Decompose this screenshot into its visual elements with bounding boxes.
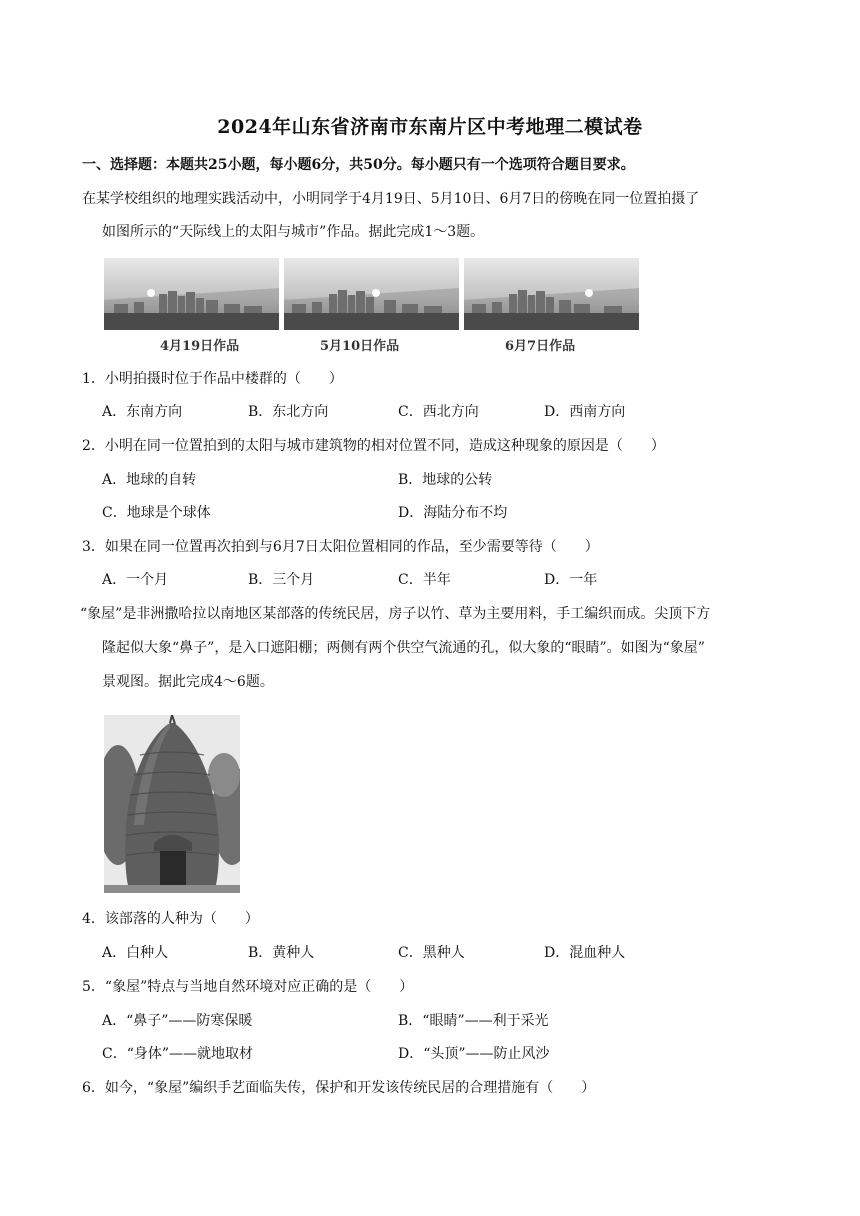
q1-option-c[interactable]: C．西北方向 bbox=[398, 404, 479, 420]
question-1-stem: 1．小明拍摄时位于作品中楼群的（ ） bbox=[82, 371, 343, 387]
exam-title: 2024年山东省济南市东南片区中考地理二模试卷 bbox=[217, 116, 643, 138]
q2-option-d[interactable]: D．海陆分布不均 bbox=[398, 505, 508, 521]
q1-option-a[interactable]: A．东南方向 bbox=[102, 404, 183, 420]
q3-option-c[interactable]: C．半年 bbox=[398, 572, 451, 588]
question-6-stem: 6．如今，“象屋”编织手艺面临失传，保护和开发该传统民居的合理措施有（ ） bbox=[82, 1080, 596, 1096]
q2-option-b[interactable]: B．地球的公转 bbox=[398, 472, 493, 488]
skyline-photo-june bbox=[464, 258, 639, 330]
q5-option-a[interactable]: A．“鼻子”——防寒保暖 bbox=[102, 1013, 253, 1029]
q4-option-b[interactable]: B．黄种人 bbox=[248, 945, 315, 961]
q1-option-b[interactable]: B．东北方向 bbox=[248, 404, 329, 420]
intro1-line1: 在某学校组织的地理实践活动中，小明同学于4月19日、5月10日、6月7日的傍晚在同一位置拍摄了 bbox=[82, 191, 700, 207]
question-2-stem: 2．小明在同一位置拍到的太阳与城市建筑物的相对位置不同，造成这种现象的原因是（ ） bbox=[82, 438, 665, 454]
photo-caption-april: 4月19日作品 bbox=[160, 339, 240, 354]
intro2-line1: “象屋”是非洲撒哈拉以南地区某部落的传统民居，房子以竹、草为主要用料，手工编织而成。尖顶下方 bbox=[80, 606, 711, 622]
question-5-stem: 5．“象屋”特点与当地自然环境对应正确的是（ ） bbox=[82, 979, 414, 995]
question-3-stem: 3．如果在同一位置再次拍到与6月7日太阳位置相同的作品，至少需要等待（ ） bbox=[82, 539, 599, 555]
skyline-image bbox=[464, 258, 639, 330]
q5-option-d[interactable]: D．“头顶”——防止风沙 bbox=[398, 1046, 550, 1062]
elephant-house-image bbox=[104, 715, 240, 893]
skyline-photo-april bbox=[104, 258, 279, 330]
q2-option-a[interactable]: A．地球的自转 bbox=[102, 472, 197, 488]
q1-option-d[interactable]: D．西南方向 bbox=[544, 404, 626, 420]
intro2-line3: 景观图。据此完成4～6题。 bbox=[102, 674, 274, 690]
q5-option-b[interactable]: B．“眼睛”——利于采光 bbox=[398, 1013, 549, 1029]
q4-option-c[interactable]: C．黑种人 bbox=[398, 945, 465, 961]
q2-option-c[interactable]: C．地球是个球体 bbox=[102, 505, 211, 521]
photo-caption-june: 6月7日作品 bbox=[505, 339, 576, 354]
elephant-house-photo bbox=[104, 715, 240, 893]
q4-option-a[interactable]: A．白种人 bbox=[102, 945, 169, 961]
skyline-image bbox=[104, 258, 279, 330]
section-heading: 一、选择题：本题共25小题，每小题6分，共50分。每小题只有一个选项符合题目要求。 bbox=[82, 157, 635, 173]
intro1-line2: 如图所示的“天际线上的太阳与城市”作品。据此完成1～3题。 bbox=[102, 224, 485, 240]
intro2-line2: 隆起似大象“鼻子”，是入口遮阳棚；两侧有两个供空气流通的孔，似大象的“眼睛”。如图为“象屋” bbox=[102, 640, 705, 656]
skyline-photo-may bbox=[284, 258, 459, 330]
q3-option-d[interactable]: D．一年 bbox=[544, 572, 598, 588]
q3-option-b[interactable]: B．三个月 bbox=[248, 572, 315, 588]
photo-caption-may: 5月10日作品 bbox=[320, 339, 400, 354]
skyline-image bbox=[284, 258, 459, 330]
q4-option-d[interactable]: D．混血种人 bbox=[544, 945, 626, 961]
q3-option-a[interactable]: A．一个月 bbox=[102, 572, 169, 588]
question-4-stem: 4．该部落的人种为（ ） bbox=[82, 911, 259, 927]
q5-option-c[interactable]: C．“身体”——就地取材 bbox=[102, 1046, 254, 1062]
